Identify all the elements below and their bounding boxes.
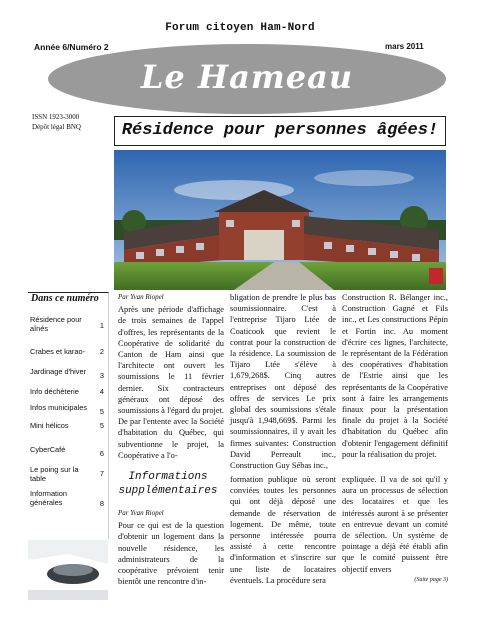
- toc-title: Dans ce numéro: [31, 293, 99, 304]
- headline: Résidence pour personnes âgées!: [114, 116, 446, 146]
- toc-item-label: Crabes et karao-: [30, 347, 86, 356]
- issn-number: ISSN 1923-3000: [32, 113, 80, 121]
- toc-item-label: Jardinage d'hiver: [30, 367, 87, 376]
- toc-item-page: 3: [99, 371, 104, 380]
- table-of-contents: [28, 292, 109, 539]
- toc-item-label: Info déchèterie: [30, 387, 79, 396]
- toc-item-label: Le poing sur la table: [30, 465, 79, 483]
- article2-column1: [118, 508, 224, 587]
- article1-column1: [118, 292, 224, 461]
- article2-col3-text: expliquée. Il va de soi qu'il y aura un processus de sélection des locataires et que les intéressés auront à se présenter en entrevue devant un comité de sélection. Un système de pointage a déjà été établi afin que le comité puissent être objectif envers: [342, 475, 448, 574]
- article2-column3: [342, 474, 448, 586]
- article2-column2: [230, 474, 336, 586]
- toc-item-page: 6: [99, 449, 104, 458]
- article1-col3-text: Construction R. Bélanger inc., Construction Gagné et Fils inc., et Les constructions Pépin et Fortin inc. Au moment d'écrire ces lignes, l'architecte, le représentant de la Fédération des coopératives d'habitation de l'Estrie ainsi que les représentants de la Coopérative sont à faire les arrangements finaux pour la présentation finale du projet à la Société d'habitation du Québec afin d'obtenir l'engagement définitif pour la réalisation du projet.: [342, 293, 448, 459]
- toc-item-page: 8: [99, 499, 104, 508]
- toc-item-page: 5: [99, 407, 104, 416]
- article2-col2-text: formation publique où seront conviées toutes les personnes qui ont déjà déposé une demande de réservation de logement. De même, toute personne intéressée pourra assisté à cette rencontre d'information et s'inscrire sur une liste de locataires éventuels. La procédure sera: [230, 475, 336, 585]
- masthead-title: Le Hameau: [140, 58, 354, 96]
- issue-number: Année 6/Numéro 2: [34, 42, 109, 52]
- issn-block: [32, 112, 81, 132]
- toc-item-label: Mini hélicos: [30, 421, 69, 430]
- legal-deposit: Dépôt légal BNQ: [32, 123, 81, 131]
- forum-title: Forum citoyen Ham-Nord: [165, 22, 315, 34]
- winter-scene-illustration: [28, 540, 108, 600]
- article1-byline: Par Yvan Riopel: [118, 293, 164, 301]
- sidebar-photo: [28, 540, 108, 600]
- article1-column3: [342, 292, 448, 460]
- article1-column2: [230, 292, 336, 471]
- article2-byline: Par Yvan Riopel: [118, 509, 164, 517]
- logo-badge: [429, 268, 443, 284]
- issue-date: mars 2011: [385, 42, 424, 51]
- toc-item-label: Infos municipales: [30, 403, 88, 412]
- article2-col1-text: Pour ce qui est de la question d'obtenir un logement dans la nouvelle résidence, les administrateurs de la coopérative prévoient tenir bientôt une rencontre d'in-: [118, 521, 224, 587]
- toc-item[interactable]: [30, 489, 106, 509]
- residence-photo: [114, 150, 446, 290]
- toc-item-page: 1: [99, 321, 104, 330]
- toc-item-label: Résidence pour aînés: [30, 315, 82, 333]
- toc-item-page: 5: [99, 421, 104, 430]
- toc-item-page: 2: [99, 347, 104, 356]
- residence-illustration: [114, 150, 446, 290]
- article1-col1-text: Après une période d'affichage de trois semaines de l'appel d'offres, les représentants de la Coopérative de solidarité du Canton de Ham ainsi que l'architecte ont ouvert les soumissions le 11 février dernier. Six contracteurs généraux ont déposé des soumissions à l'égard du projet. De par l'entente avec la Société d'habitation du Québec, qui subventionne le projet, la Coopérative a l'o-: [118, 305, 224, 460]
- toc-item-page: 7: [99, 469, 104, 478]
- toc-item-page: 4: [99, 387, 104, 396]
- article2-title: Informations supplémentaires: [118, 471, 218, 497]
- continued-note: (Suite page 3): [414, 576, 448, 583]
- toc-item[interactable]: [30, 315, 106, 335]
- article1-col2-text: bligation de prendre le plus bas soumissionnaire. C'est à l'entreprise Tijaro Ltée de Coaticook que revient le contrat pour la construction de la résidence. La soumission de Tijaro Ltée s'élève à 1,679,268$. Cinq autres entreprises ont déposé des offres de services Le prix global des soumissions s'étale jusqu'à 1,948,669$. Parmi les soumissionnaires, il y avait les firmes suivantes: Construction David Perreault inc., Construction Guy Sébas inc.,: [230, 293, 336, 471]
- toc-item-label: CyberCafé: [30, 445, 66, 454]
- toc-item[interactable]: [30, 465, 106, 485]
- toc-item-label: Information générales: [30, 489, 67, 507]
